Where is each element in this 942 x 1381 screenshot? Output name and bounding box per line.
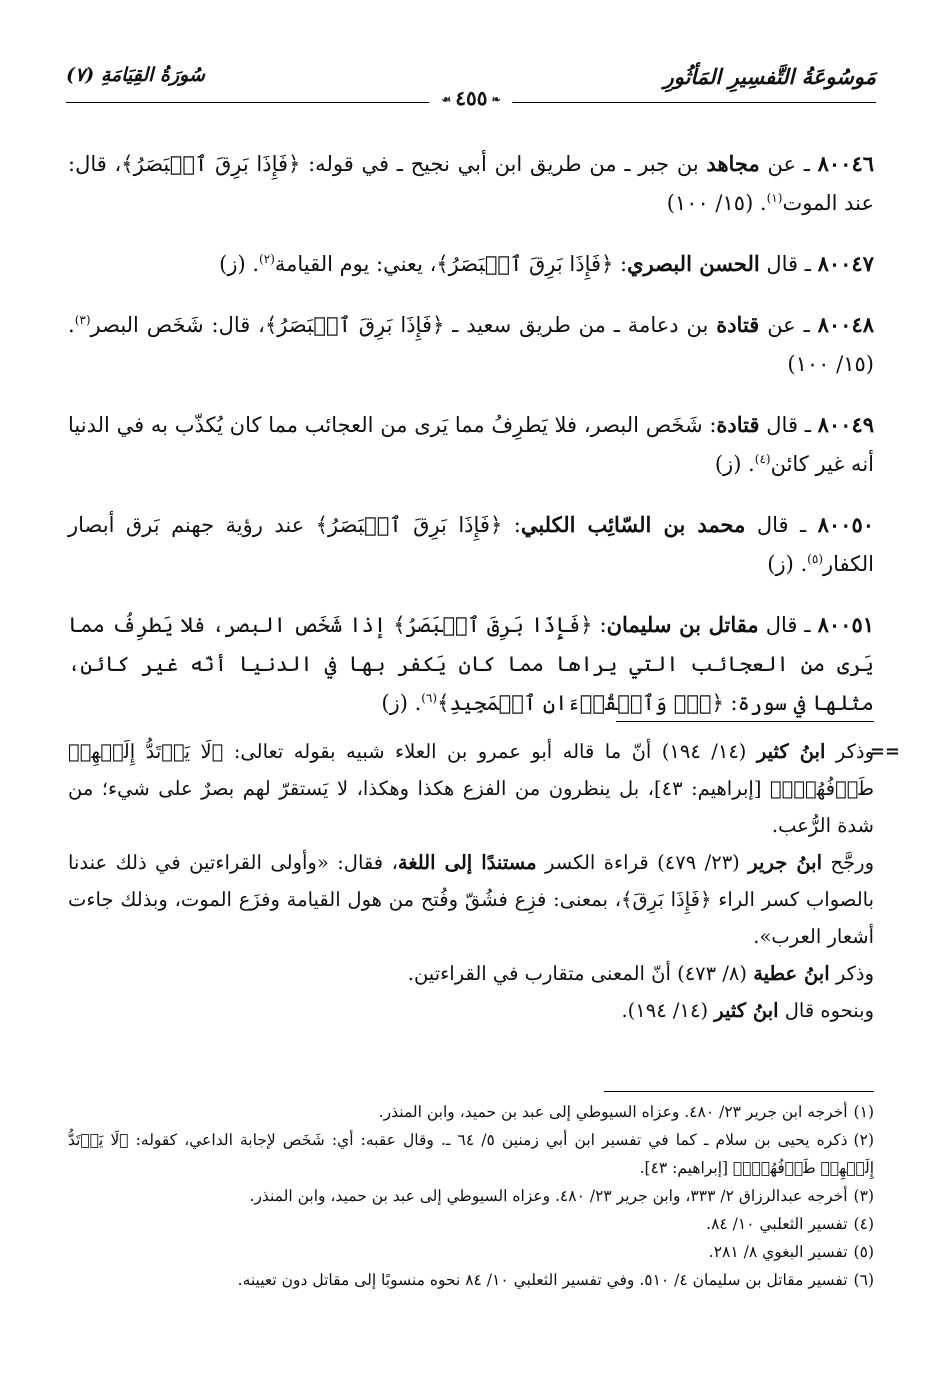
continuation-mark: == — [869, 741, 900, 762]
footnote-ref: (٥) — [807, 552, 823, 566]
narration-text: ، قال: عند الموت — [68, 152, 874, 215]
note-text: وذكر — [829, 962, 874, 985]
narration-entry — [68, 505, 874, 584]
scholar-name: ابنُ عطية — [753, 962, 830, 985]
narration-number: ٨٠٠٤٩ — [817, 412, 875, 437]
narration-text: ـ قال — [745, 513, 818, 537]
narrations — [68, 144, 874, 737]
footnotes-separator — [604, 1091, 874, 1092]
editor-notes — [68, 733, 900, 1029]
narration-entry — [68, 605, 874, 723]
narration-entry — [68, 244, 874, 284]
note-text: وبنحوه قال — [778, 999, 874, 1022]
scholar-name: ابنُ كثير — [756, 740, 826, 763]
narration-text: ـ قال — [758, 613, 818, 637]
footnote-number: (٦) — [853, 1271, 874, 1289]
footnote-ref: (٢) — [259, 252, 275, 266]
narration-source: . (١٥/ ١٠٠) — [666, 191, 767, 215]
narration-text: بن جبر ـ من طريق ابن أبي نجيح ـ في قوله: — [300, 152, 707, 176]
footnote-text: أخرجه عبدالرزاق ٢/ ٣٣٣، وابن جرير ٢٣/ ٤٨٠. وعزاه السيوطي إلى عبد بن حميد، وابن المنذر. — [249, 1187, 848, 1205]
note-text: وذكر — [825, 740, 874, 763]
narration-text: : شَخَص البصر، فلا يَطرِفُ مما يَرى من العجائب مما كان يُكذّب به في الدنيا أنه غير كائن — [68, 413, 874, 476]
running-header — [66, 58, 876, 114]
narration-text: ، يعني: يوم القيامة — [274, 252, 437, 276]
note-text: (١٤/ ١٩٤). — [621, 999, 715, 1022]
scholar-name: ابنُ كثير — [714, 999, 779, 1022]
narration-number: ٨٠٠٥٠ — [817, 512, 875, 537]
narration-number: ٨٠٠٤٨ — [817, 312, 875, 337]
footnote-text: تفسير مقاتل بن سليمان ٤/ ٥١٠. وفي تفسير الثعلبي ١٠/ ٨٤ نحوه منسوبًا إلى مقاتل دون تعيينه. — [237, 1271, 848, 1289]
editor-note — [68, 992, 874, 1029]
narration-source: . (ز) — [767, 552, 808, 576]
footnote-number: (٢) — [853, 1131, 874, 1149]
narrator-name: مجاهد — [706, 151, 760, 176]
quran-quote: ﴿فَإِذَا بَرِقَ ٱلۡبَصَرُ﴾ — [264, 313, 445, 337]
narration-text: : — [502, 513, 521, 537]
page-number-block — [429, 86, 512, 110]
narrator-name: مقاتل بن سليمان — [606, 612, 759, 637]
quran-quote: ﴿فَإِذَا بَرِقَ ٱلۡبَصَرُ﴾ — [315, 513, 503, 537]
footnote-ref: (٣) — [74, 313, 91, 327]
narration-text: عند رؤية جهنم بَرق أبصار الكفار — [68, 513, 874, 576]
footnote-text: ذكره يحيى بن سلام ـ كما في تفسير ابن أبي زمنين ٥/ ٦٤ ـ. وقال عقبه: أي: شَخَص لإجابة الداعي، كقوله: ﴿لَا يَرۡتَدُّ إِلَيۡهِمۡ طَرۡفُهُمۡۖ﴾ [إبراهيم: ٤٣]. — [68, 1131, 874, 1177]
narrator-name: قتادة — [716, 412, 760, 437]
narration-source: . (ز) — [219, 252, 260, 276]
note-emphasis: مستندًا إلى اللغة — [397, 851, 537, 874]
quran-quote: ﴿فَإِذَا بَرِقَ﴾ — [621, 888, 712, 911]
narration-text: : — [592, 613, 607, 637]
ornament-icon: ❧ — [491, 93, 501, 106]
note-text: ، بمعنى: فزِع فشُقّ وفُتح من هول القيامة وفزَع الموت، وبذلك جاءت أشعار العرب». — [68, 888, 874, 948]
footnote — [68, 1238, 874, 1266]
footnote — [68, 1126, 874, 1182]
narration-entry — [68, 144, 874, 223]
quran-quote: ﴿فَإِذَا بَرِقَ ٱلۡبَصَرُ﴾ — [393, 613, 593, 637]
quran-quote: ﴿لَا يَرۡتَدُّ إِلَيۡهِمۡ طَرۡفُهُمۡۖ﴾ — [68, 740, 874, 800]
narrator-name: محمد بن السّائِب الكلبي — [520, 512, 746, 537]
editor-note — [68, 733, 900, 844]
narration-source: . (ز) — [714, 452, 755, 476]
narration-text: ، قال: شَخَص البصر — [90, 313, 265, 337]
notes-separator — [616, 721, 874, 722]
narration-text: ـ قال — [759, 413, 818, 437]
narration-text: إذا شَخَص البصر، فلا يَطرِفُ مما يَرى من العجائب التي يراها مما كان يَكفر بها في الدنيا أنّه غير كائن، مثلها في سورة: ﴿قٓۚ وَٱلۡقُرۡءَانِ ٱلۡمَجِيدِ﴾ — [68, 613, 874, 715]
narrator-name: قتادة — [716, 312, 760, 337]
footnote-text: أخرجه ابن جرير ٢٣/ ٤٨٠. وعزاه السيوطي إلى عبد بن حميد، وابن المنذر. — [378, 1103, 848, 1121]
page-number: ٤٥٥ — [455, 86, 488, 110]
narration-entry — [68, 305, 874, 384]
footnote-number: (٥) — [853, 1243, 874, 1261]
footnote-number: (٤) — [853, 1215, 874, 1233]
footnote — [68, 1266, 874, 1294]
footnote-ref: (٦) — [421, 691, 438, 705]
narration-text: : — [613, 252, 628, 276]
note-text: ، فقال: «وأولى القراءتين في ذلك عندنا بالصواب كسر الراء — [68, 851, 875, 911]
narration-source: . (١٥/ ١٠٠) — [68, 313, 874, 376]
footnote — [68, 1098, 874, 1126]
narration-text: ـ قال — [759, 252, 818, 276]
narration-text: ـ عن — [759, 313, 818, 337]
footnote-text: تفسير البغوي ٨/ ٢٨١. — [708, 1243, 848, 1261]
footnote-ref: (١) — [766, 191, 783, 205]
note-text: ورجَّح — [822, 851, 874, 874]
narration-number: ٨٠٠٥١ — [817, 612, 875, 637]
footnote-ref: (٤) — [754, 452, 771, 466]
footnote-number: (١) — [853, 1103, 874, 1121]
scholar-name: ابنُ جرير — [748, 851, 823, 874]
narration-number: ٨٠٠٤٦ — [817, 151, 875, 176]
footnotes — [68, 1098, 874, 1294]
footnote-text: تفسير الثعلبي ١٠/ ٨٤. — [706, 1215, 848, 1233]
narration-entry — [68, 405, 874, 484]
ornament-icon: ☙ — [441, 93, 452, 106]
narrator-name: الحسن البصري — [627, 251, 760, 276]
narration-text: بن دعامة ـ من طريق سعيد ـ — [444, 313, 717, 337]
note-text: (١٤/ ١٩٤) أنّ ما قاله أبو عمرو بن العلاء شبيه بقوله تعالى: — [223, 740, 757, 763]
footnote-number: (٣) — [853, 1187, 874, 1205]
quran-quote: ﴿فَإِذَا بَرِقَ ٱلۡبَصَرُ﴾ — [436, 252, 614, 276]
footnote — [68, 1210, 874, 1238]
note-text: (٨/ ٤٧٣) أنّ المعنى متقارب في القراءتين. — [407, 962, 754, 985]
quran-quote: ﴿فَإِذَا بَرِقَ ٱلۡبَصَرُ﴾ — [121, 152, 301, 176]
book-title: مَوسُوعَةُ التَّفسِيرِ المَأثُورِ — [663, 64, 876, 89]
footnote — [68, 1182, 874, 1210]
narration-source: . (ز) — [381, 691, 422, 715]
surah-title: سُورَةُ القِيَامَةِ (٧) — [66, 64, 205, 86]
note-text: [إبراهيم: ٤٣]، بل ينظرون من الفزع هكذا وهكذا، لا يَستقرّ لهم بصرٌ على شيء؛ من شدة الرُّعب. — [68, 777, 874, 837]
narration-text: ـ عن — [759, 152, 818, 176]
note-text: (٢٣/ ٤٧٩) قراءة الكسر — [536, 851, 749, 874]
narration-number: ٨٠٠٤٧ — [817, 251, 874, 276]
editor-note — [68, 844, 874, 955]
editor-note — [68, 955, 874, 992]
